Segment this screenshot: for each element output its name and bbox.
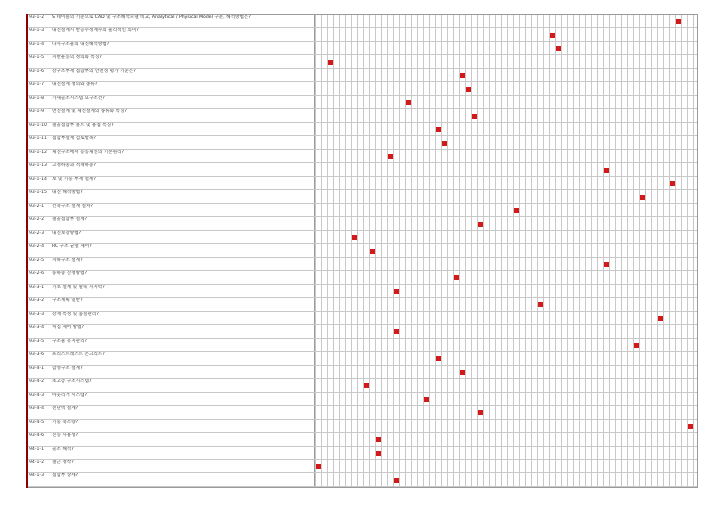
table-row <box>28 339 697 352</box>
table-row <box>28 352 697 365</box>
question-number: 93-2-1 <box>29 203 45 209</box>
question-number: 93-4-4 <box>29 406 45 412</box>
question-number: 93-4-2 <box>29 379 45 385</box>
question-text: S 테이블의 기준으로 CAD 및 구조해석모델 비교, Analytical / Physical Model 구분, 해석방법은? <box>52 15 251 20</box>
question-text: 철골접합부 볼트 및 용접 특징? <box>52 122 114 128</box>
question-number: 93-1-15 <box>29 190 47 196</box>
question-text: 구조물 유지관리? <box>52 338 87 344</box>
table-row <box>28 420 697 433</box>
table-row <box>28 42 697 55</box>
table-row <box>28 244 697 257</box>
question-number: 93-2-2 <box>29 217 45 223</box>
question-number: 93-3-4 <box>29 325 45 331</box>
question-text: 지반운동의 정의와 특징? <box>52 55 102 61</box>
question-text: 강재 특성 및 품질관리? <box>52 311 99 317</box>
question-text: 초고층 구조시스템? <box>52 379 92 385</box>
question-text: 철근 정착? <box>52 459 74 465</box>
table-row <box>28 393 697 406</box>
table-row <box>28 15 697 28</box>
question-text: 접합부설계 검토항목? <box>52 136 96 142</box>
table-row <box>28 298 697 311</box>
question-number: 93-1-3 <box>29 28 45 34</box>
table-row <box>28 325 697 338</box>
table-row <box>28 96 697 109</box>
table-row <box>28 163 697 176</box>
question-text: 내진보강방법? <box>52 230 82 236</box>
question-text: 고정하중과 적재하중? <box>52 163 96 169</box>
question-text: 내진설계 정의와 종류? <box>52 82 98 88</box>
question-number: 93-1-6 <box>29 68 45 74</box>
table-row <box>28 406 697 419</box>
question-text: 기초 설계 및 말뚝 지지력? <box>52 284 105 290</box>
question-text: 강구조부재 접합부의 안전성 평가 기준은? <box>52 68 136 74</box>
question-text: 프리스트레스트 콘크리트? <box>52 352 105 358</box>
table-row <box>28 379 697 392</box>
table-row <box>28 177 697 190</box>
table-row <box>28 312 697 325</box>
question-text: 골조 해석? <box>52 446 74 452</box>
table-row <box>28 433 697 446</box>
question-number: 93-1-10 <box>29 122 47 128</box>
question-number: 93-1-5 <box>29 55 45 61</box>
question-number: 93-1-8 <box>29 95 45 101</box>
question-text: 보 및 기둥 부재 설계? <box>52 176 96 182</box>
question-text: 구조계획 일반? <box>52 298 83 304</box>
question-text: 제진구조에서 능동제진의 기본원리? <box>52 149 124 155</box>
table-row <box>28 150 697 163</box>
question-number: 93-1-13 <box>29 163 47 169</box>
table-row <box>28 190 697 203</box>
question-list <box>28 15 697 487</box>
table-row <box>28 204 697 217</box>
question-number: 93-1-12 <box>29 149 47 155</box>
question-number: 94-1-3 <box>29 473 45 479</box>
question-text: 접합부 상세? <box>52 473 79 479</box>
table-row <box>28 447 697 460</box>
question-text: 풍하중 산정방법? <box>52 271 87 277</box>
question-number: 93-2-4 <box>29 244 45 250</box>
question-text: 지하구조 설계? <box>52 257 83 263</box>
question-number: 93-2-5 <box>29 257 45 263</box>
table-row <box>28 82 697 95</box>
question-text: 진동 사용성? <box>52 433 79 439</box>
question-number: 93-3-5 <box>29 338 45 344</box>
question-number: 93-3-6 <box>29 352 45 358</box>
question-text: 면진설계 및 제진설계의 종류와 특징? <box>52 109 127 115</box>
table-row <box>28 366 697 379</box>
question-text: 내진 해석방법? <box>52 190 83 196</box>
question-text: 철골접합부 설계? <box>52 217 87 223</box>
table-row <box>28 69 697 82</box>
question-number: 93-2-3 <box>29 230 45 236</box>
question-number: 93-1-2 <box>29 15 45 20</box>
table-row <box>28 258 697 271</box>
question-number: 94-1-1 <box>29 446 45 452</box>
table-row <box>28 271 697 284</box>
question-number: 93-4-3 <box>29 392 45 398</box>
question-text: 합성구조 설계? <box>52 365 83 371</box>
question-number: 93-2-6 <box>29 271 45 277</box>
table-row <box>28 55 697 68</box>
question-number: 93-3-3 <box>29 311 45 317</box>
question-text: 건축구조 설계 절차? <box>52 203 93 209</box>
question-text: 내진설계시 반응수정계수의 물리적인 의미? <box>52 28 139 34</box>
question-number: 93-4-1 <box>29 365 45 371</box>
table-row <box>28 136 697 149</box>
table-row <box>28 109 697 122</box>
question-text: 처짐 제어 방법? <box>52 325 84 331</box>
question-text: 기둥 축소량? <box>52 419 79 425</box>
question-number: 93-3-2 <box>29 298 45 304</box>
table-row <box>28 285 697 298</box>
question-number: 93-3-1 <box>29 284 45 290</box>
question-number: 93-4-5 <box>29 419 45 425</box>
table-row <box>28 231 697 244</box>
table-row <box>28 217 697 230</box>
question-number: 93-1-11 <box>29 136 47 142</box>
question-number: 93-4-6 <box>29 433 45 439</box>
question-text: 가새골조시스템 요구조건? <box>52 95 105 101</box>
question-number: 93-1-7 <box>29 82 45 88</box>
question-number: 93-1-14 <box>29 176 47 182</box>
question-text: RC 구조 균열 제어? <box>52 244 92 250</box>
question-number: 93-1-9 <box>29 109 45 115</box>
table-row <box>28 28 697 41</box>
table-row <box>28 123 697 136</box>
table-row <box>28 473 697 486</box>
question-text: 나사구조물의 내진해석방법? <box>52 41 110 47</box>
question-text: 전단벽 설계? <box>52 406 79 412</box>
table-row <box>28 460 697 473</box>
question-number: 93-1-4 <box>29 41 45 47</box>
question-number: 94-1-2 <box>29 459 45 465</box>
question-text: 아웃리거 시스템? <box>52 392 87 398</box>
